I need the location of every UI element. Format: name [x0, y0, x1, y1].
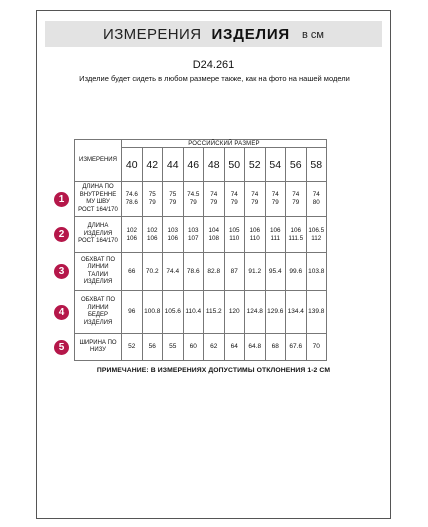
- measurement-value: 52: [128, 343, 136, 350]
- measurement-value-cell: [122, 182, 143, 217]
- measurement-value: 106: [290, 226, 301, 234]
- measurement-value-cell: [306, 291, 327, 334]
- measurement-value: 74: [251, 191, 259, 198]
- measurement-value: 66: [128, 267, 136, 275]
- measurement-value-cell: [142, 334, 163, 361]
- measurement-value: 64.8: [248, 343, 262, 350]
- measurement-value: 70: [312, 343, 320, 350]
- measurement-value: 129.6: [267, 308, 284, 315]
- measurement-label-cell: [58, 291, 122, 334]
- header-title-light: ИЗМЕРЕНИЯ: [103, 25, 202, 43]
- measurement-value-cell: [163, 182, 184, 217]
- measurement-value-cell: [265, 253, 286, 291]
- size-header-cell: [224, 148, 245, 182]
- measurement-row: [75, 334, 327, 361]
- size-label: 58: [310, 158, 323, 171]
- measurement-value: 139.8: [308, 308, 325, 315]
- measurement-value: 79: [169, 199, 177, 206]
- measurement-value: 106: [249, 226, 260, 234]
- measurement-value-cell: [265, 217, 286, 253]
- size-header-cell: [122, 148, 143, 182]
- measurement-value: 55: [169, 343, 177, 350]
- row-number-badge: 4: [54, 305, 69, 320]
- size-header-cell: [204, 148, 225, 182]
- fit-note: Изделие будет сидеть в любом размере также, как на фото на нашей модели: [79, 74, 350, 83]
- measurement-value: 120: [228, 308, 240, 315]
- size-label: 54: [269, 158, 282, 171]
- measurement-value-cell: [286, 291, 307, 334]
- measurement-label-cell: [58, 253, 122, 291]
- size-header-cell: [142, 148, 163, 182]
- measurement-value: 87: [230, 267, 238, 275]
- measurement-value-cell: [306, 217, 327, 253]
- measurement-value: 105.6: [164, 308, 181, 315]
- measurement-value: 75: [148, 191, 156, 198]
- measurement-value: 103: [187, 226, 199, 234]
- measurement-value: 70.2: [145, 267, 159, 275]
- measurement-value: 110.4: [185, 308, 202, 315]
- size-header-cell: [286, 148, 307, 182]
- row-number-badge: 5: [54, 340, 69, 355]
- measurement-value: 115.2: [205, 308, 222, 315]
- measurement-value: 79: [189, 199, 197, 206]
- product-code: D24.261: [192, 59, 235, 71]
- measurement-value: 102: [146, 226, 158, 234]
- row-header-cell: [75, 140, 122, 182]
- measurement-label-line: ДЛИНА ПО: [82, 184, 114, 190]
- measurement-value-cell: [183, 217, 204, 253]
- measurement-value-cell: [245, 334, 266, 361]
- measurement-value: 96: [128, 308, 136, 315]
- measurement-value: 56: [148, 343, 156, 350]
- measurement-value: 106: [126, 234, 137, 242]
- measurement-value-cell: [286, 253, 307, 291]
- measurement-label-line: ОБХВАТ ПО: [80, 297, 116, 303]
- measurement-value: 80: [312, 199, 320, 206]
- measurement-value-cell: [204, 253, 225, 291]
- measurement-value: 102: [126, 226, 137, 234]
- measurement-value-cell: [286, 217, 307, 253]
- measurement-row: [75, 291, 327, 334]
- measurement-label-line: МУ ШВУ: [86, 199, 110, 205]
- measurement-label-line: БЕДЕР: [87, 312, 108, 318]
- measurement-value-cell: [204, 217, 225, 253]
- measurement-value-cell: [224, 217, 245, 253]
- measurement-value-cell: [122, 217, 143, 253]
- measurement-label-line: РОСТ 164/170: [78, 206, 118, 213]
- measurement-value-cell: [265, 291, 286, 334]
- measurement-value: 108: [208, 234, 219, 242]
- size-label: 44: [166, 158, 179, 171]
- row-number-badge: 3: [54, 264, 69, 279]
- measurement-value-cell: [142, 217, 163, 253]
- measurement-label-line: ДЛИНА: [87, 223, 109, 230]
- measurement-label-line: РОСТ 164/170: [78, 238, 118, 245]
- measurement-value-cell: [204, 291, 225, 334]
- measurement-value-cell: [306, 182, 327, 217]
- measurement-value-cell: [163, 253, 184, 291]
- measurement-row: [75, 182, 327, 217]
- measurement-value: 62: [210, 343, 218, 350]
- tolerance-footnote: ПРИМЕЧАНИЕ: В ИЗМЕРЕНИЯХ ДОПУСТИМЫ ОТКЛОНЕНИЯ 1-2 СМ: [96, 367, 331, 374]
- measurement-value-cell: [142, 291, 163, 334]
- measurement-value: 74.5: [187, 191, 200, 198]
- measurement-value: 68: [271, 343, 279, 350]
- size-label: 56: [289, 158, 302, 171]
- measurement-row: [75, 253, 327, 291]
- measurement-label-cell: [58, 182, 122, 217]
- measurement-value-cell: [306, 253, 327, 291]
- measurement-value-cell: [183, 182, 204, 217]
- measurement-label-cell: [58, 334, 122, 361]
- measurement-value-cell: [142, 253, 163, 291]
- measurement-value: 124.8: [246, 308, 263, 315]
- measurement-value: 74.4: [166, 267, 180, 275]
- measurement-value: 79: [148, 199, 156, 206]
- measurement-value: 74: [271, 191, 279, 198]
- measurement-value-cell: [286, 182, 307, 217]
- measurement-value-cell: [142, 182, 163, 217]
- measurement-value: 60: [189, 343, 197, 350]
- measurement-value-cell: [163, 291, 184, 334]
- measurement-value-cell: [122, 291, 143, 334]
- header-unit: в см: [302, 29, 324, 41]
- measurement-value-cell: [204, 182, 225, 217]
- measurement-label-line: ОБХВАТ ПО: [80, 256, 116, 263]
- measurement-label-line: ШИРИНА ПО: [79, 339, 117, 346]
- header-title-bold: ИЗДЕЛИЯ: [211, 25, 290, 43]
- size-label: 40: [125, 158, 138, 171]
- measurement-value: 95.4: [268, 267, 282, 275]
- row-number-badge: 1: [54, 192, 69, 207]
- size-label: 42: [146, 158, 159, 171]
- row-header-label: ИЗМЕРЕНИЯ: [79, 157, 117, 164]
- measurement-value: 110: [229, 234, 240, 242]
- measurement-value-cell: [245, 291, 266, 334]
- measurement-value: 105: [228, 226, 240, 234]
- measurement-value-cell: [265, 182, 286, 217]
- measurement-value: 106: [146, 234, 158, 242]
- measurement-label-cell: [58, 217, 122, 253]
- measurement-value-cell: [183, 334, 204, 361]
- measurement-value: 99.6: [289, 267, 303, 275]
- measurement-value-cell: [224, 334, 245, 361]
- measurement-value: 134.4: [287, 308, 304, 315]
- measurement-value-cell: [224, 253, 245, 291]
- measurement-value-cell: [163, 334, 184, 361]
- measurement-value: 104: [208, 226, 219, 234]
- measurement-value: 78.6: [186, 267, 200, 275]
- measurement-value: 74: [230, 191, 238, 198]
- measurement-label-line: ТАЛИИ: [87, 271, 109, 278]
- measurement-value: 111.5: [288, 234, 304, 242]
- measurement-value: 106.5: [308, 226, 325, 234]
- size-header-cell: [306, 148, 327, 182]
- measurement-value: 82.8: [207, 267, 221, 275]
- measurement-value: 107: [187, 234, 199, 242]
- measurement-value: 79: [251, 199, 259, 206]
- measurement-label-line: ИЗДЕЛИЯ: [83, 319, 113, 326]
- measurement-value-cell: [183, 253, 204, 291]
- measurement-value-cell: [163, 217, 184, 253]
- measurement-value-cell: [245, 217, 266, 253]
- measurement-value-cell: [204, 334, 225, 361]
- measurement-value: 91.2: [248, 267, 262, 275]
- size-header-cell: [163, 148, 184, 182]
- measurement-row: [75, 217, 327, 253]
- size-header-cell: [265, 148, 286, 182]
- size-label: 48: [207, 158, 220, 171]
- measurement-value: 74: [292, 191, 300, 198]
- measurement-value: 74: [210, 191, 218, 198]
- measurement-value: 79: [292, 199, 300, 206]
- measurement-value: 79: [271, 199, 279, 206]
- measurement-value-cell: [224, 182, 245, 217]
- measurement-label-line: ИЗДЕЛИЯ: [83, 279, 113, 285]
- group-header-label: РОССИЙСКИЙ РАЗМЕР: [188, 140, 260, 147]
- size-header-cell: [183, 148, 204, 182]
- group-header-cell: [122, 140, 327, 148]
- size-chart-sheet: [36, 10, 391, 519]
- measurement-value-cell: [306, 334, 327, 361]
- measurement-value-cell: [245, 182, 266, 217]
- measurement-value-cell: [245, 253, 266, 291]
- measurement-value: 106: [167, 234, 178, 242]
- measurement-value-cell: [122, 334, 143, 361]
- measurement-value-cell: [183, 291, 204, 334]
- size-label: 46: [187, 158, 200, 171]
- measurement-label-line: ЛИНИИ: [87, 264, 109, 270]
- measurement-value: 111: [270, 234, 281, 242]
- size-label: 50: [228, 158, 241, 171]
- measurement-label-line: ВНУТРЕННЕ: [79, 191, 117, 198]
- measurement-label-line: ИЗДЕЛИЯ: [83, 230, 113, 237]
- measurement-value-cell: [286, 334, 307, 361]
- measurement-value-cell: [224, 291, 245, 334]
- measurement-value-cell: [122, 253, 143, 291]
- measurement-value: 106: [269, 226, 281, 234]
- measurement-value: 75: [169, 191, 177, 198]
- size-label: 52: [248, 158, 261, 171]
- measurement-value: 103.8: [308, 267, 325, 275]
- measurement-value-cell: [265, 334, 286, 361]
- measurement-value: 112: [311, 234, 322, 242]
- measurement-label-line: ЛИНИИ: [87, 304, 109, 311]
- measurement-value: 79: [210, 199, 218, 206]
- measurement-value: 67.6: [289, 343, 303, 350]
- measurement-value: 110: [249, 234, 260, 242]
- measurement-value: 64: [230, 343, 238, 350]
- measurement-value: 74: [312, 191, 320, 198]
- size-header-cell: [245, 148, 266, 182]
- chart-header: [45, 21, 382, 47]
- measurement-label-line: НИЗУ: [89, 347, 106, 353]
- measurement-value: 79: [230, 199, 238, 206]
- measurement-value: 103: [167, 226, 178, 234]
- measurement-value: 100.8: [144, 308, 161, 315]
- measurements-table: [58, 139, 327, 361]
- row-number-badge: 2: [54, 227, 69, 242]
- measurement-value: 74.6: [125, 191, 138, 198]
- measurement-value: 78.6: [125, 199, 138, 206]
